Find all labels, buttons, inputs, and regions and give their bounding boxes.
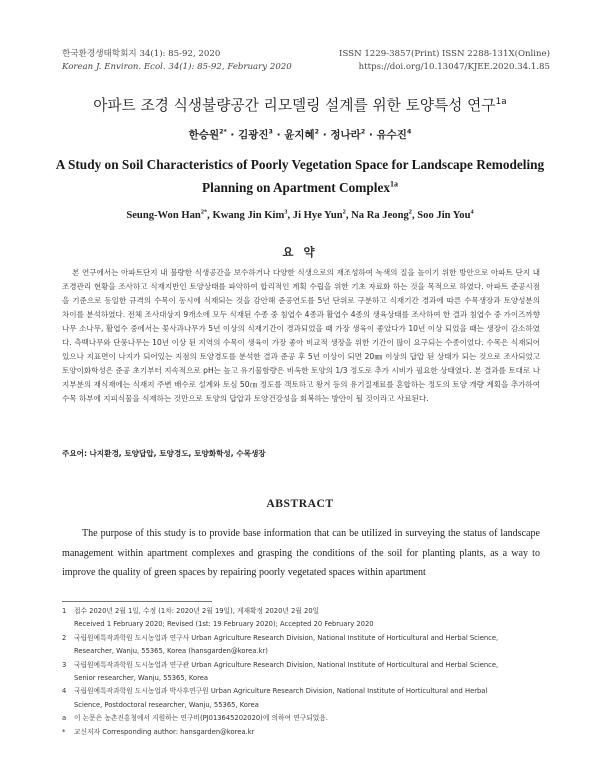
footnote-line: 국립원예특작과학원 도시농업과 박사후연구원 Urban Agriculture Research Division, National Institute of Horticultural and Herbal xyxy=(74,687,488,696)
journal-citation xyxy=(62,48,292,74)
footnote-affiliation-3 xyxy=(62,659,542,686)
author-ko-sup: 2 xyxy=(360,128,366,136)
footnote-affiliation-2 xyxy=(62,632,542,659)
journal-name-ko: 한국환경생태학회지 34(1): 85-92, 2020 xyxy=(62,49,221,59)
footnote-line: Researcher, Wanju, 55365, Korea (hansgarden@korea.kr) xyxy=(74,647,268,656)
abstract-ko-heading: 요 약 xyxy=(282,245,318,259)
footnote-line: 국립원예특작과학원 도시농업과 연구사 Urban Agriculture Research Division, National Institute of Horticultural and Herbal Science, xyxy=(74,633,499,642)
title-en-sup: 1a xyxy=(390,179,398,189)
paper-title-en xyxy=(30,153,570,199)
footnote-dates xyxy=(62,605,542,632)
author-ko: 유수진 xyxy=(376,129,407,141)
author-ko-sup: 2* xyxy=(219,128,227,136)
footnote-mark: 3 xyxy=(62,660,67,669)
footnote-divider xyxy=(62,601,212,602)
doi-link[interactable]: https://doi.org/10.13047/KJEE.2020.34.1.85 xyxy=(358,62,550,72)
author-ko-sup: 3 xyxy=(268,128,273,136)
author-en-sup: 4 xyxy=(470,208,474,216)
journal-identifiers xyxy=(339,48,550,74)
author-ko: 윤지혜 xyxy=(284,129,315,141)
title-ko-sup: 1a xyxy=(495,97,507,108)
author-en: Soo Jin You xyxy=(417,210,471,221)
abstract-en-body: The purpose of this study is to provide base information that can be utilized in surveying the status of landscape management within apartment complexes and grasping the conditions of the soil for planting plants, as a way to improve the quality of green spaces by repairing poorly vegetated spaces within apartment xyxy=(62,528,540,578)
author-ko-sup: 4 xyxy=(406,128,412,136)
footnotes xyxy=(62,605,542,739)
keywords-list: 나지환경, 토양답압, 토양경도, 토양화학성, 수목생장 xyxy=(89,449,266,458)
issn-line: ISSN 1229-3857(Print) ISSN 2288-131X(Online) xyxy=(339,49,550,59)
author-en-sup: 3 xyxy=(284,208,288,216)
footnote-line: 국립원예특작과학원 도시농업과 연구관 Urban Agriculture Research Division, National Institute of Horticultural and Herbal Science, xyxy=(74,660,499,669)
author-en-sup: 2 xyxy=(342,208,346,216)
abstract-en-heading: ABSTRACT xyxy=(266,497,334,510)
title-ko-text: 아파트 조경 식생불량공간 리모델링 설계를 위한 토양특성 연구 xyxy=(93,97,496,114)
abstract-ko-body: 본 연구에서는 아파트단지 내 불량한 식생공간을 보수하거나 다양한 식생으로의 재조성하여 녹색의 질을 높이기 위한 방안으로 아파트 단지 내 조경관리 현황을 조사하고 식재지반인 토양상태를 파악하여 합리적인 계획 수립을 위한 기초 자료화 하는 것을 목적으로 하였다. 아파트 준공시점을 기준으로 동일한 규격의 수목이 동시에 식재되는 것을 감안해 준공연도를 5년 단위로 구분하고 식재기간 경과에 따른 수목생장과 토양성분의 차이를 분석하였다. 전체 조사대상지 9개소에 모두 식재된 수종 중 침엽수 4종과 활엽수 4종의 생육상태를 조사하여 한 결과 침엽수 중 가이즈까향나무 소나무, 활엽수 중에서는 꽃사과나무가 5년 이상의 식재기간이 경과되었을 때 가장 생육이 좋았다가 10년 이상 되었을 때는 생장이 감소하였다. 측백나무와 단풍나무는 10년 이상 된 지역의 수목이 생육이 가장 좋아 비교적 생장을 위한 기간이 많이 요구되는 수종이었다. 수목은 식재되어 있으나 지표면이 나지가 되어있는 지점의 토양경도를 분석한 결과 준공 후 5년 이상이 되면 20㎜ 이상의 답압 된 상태가 되는 것으로 조사되었고 토양이화학성은 준공 초기부터 지속적으로 pH는 높고 유기물함량은 비옥한 토양의 1/3 정도로 추가 시비가 필요한 상태였다. 본 결과를 토대로 나지부분의 재식재에는 식재지 주변 배수로 설계와 토심 50㎝ 정도를 객토하고 왕겨 등의 유기질재료를 혼합하는 정도의 토양 개량 계획을 추가하여 수목 하부에 지피식물을 식재하는 것만으로 토양의 답압과 토양건강성을 회복하는 방안이 될 것이라고 사료된다. xyxy=(62,268,540,403)
author-ko: 김광진 xyxy=(238,129,269,141)
author-ko: 정나라 xyxy=(330,129,361,141)
footnote-mark: 4 xyxy=(62,687,67,696)
footnote-line: Science, Postdoctoral researcher, Wanju, 55365, Korea xyxy=(74,700,259,709)
author-list-ko: 한승원$^{2*}$ · 김광진$^3$ · 윤지혜$^2$ · 정나라$^2$ · 유수진$^4$ xyxy=(188,128,412,141)
footnote-line: Senior researcher, Wanju, 55365, Korea xyxy=(74,674,209,683)
author-en-sup: 2 xyxy=(408,208,412,216)
footnote-affiliation-4 xyxy=(62,685,542,712)
footnote-mark: 2 xyxy=(62,633,67,642)
paper-title-ko xyxy=(0,94,600,115)
author-en: Na Ra Jeong xyxy=(351,210,409,221)
author-list-en: Seung-Won Han$^{2*}$, Kwang Jin Kim$^3$, Ji Hye Yun$^2$, Na Ra Jeong$^2$, Soo Jin You$^4$ xyxy=(126,208,474,221)
author-en: Seung-Won Han xyxy=(126,210,201,221)
footnote-line: 접수 2020년 2월 1일, 수정 (1차: 2020년 2월 19일), 게재확정 2020년 2월 20일 xyxy=(74,607,320,615)
author-en: Kwang Jin Kim xyxy=(212,210,285,221)
footnote-mark: * xyxy=(62,727,66,736)
footnote-funding xyxy=(62,712,542,725)
keywords-ko xyxy=(62,448,540,459)
footnote-line: 이 논문은 농촌진흥청에서 지원하는 연구비(PJ013645202020)에 의하여 연구되었음. xyxy=(74,714,328,723)
keywords-label: 주요어: xyxy=(62,449,88,458)
author-en-sup: 2* xyxy=(200,208,208,216)
author-ko: 한승원 xyxy=(188,129,220,141)
journal-name-en: Korean J. Environ. Ecol. 34(1): 85-92, February 2020 xyxy=(62,62,292,72)
footnote-mark: 1 xyxy=(62,607,67,615)
title-en-text: A Study on Soil Characteristics of Poorly Vegetation Space for Landscape Remodeling Planning on Apartment Complex xyxy=(55,157,545,195)
footnote-corresponding xyxy=(62,726,542,739)
footnote-mark: a xyxy=(62,714,67,723)
footnote-line: Received 1 February 2020; Revised (1st: 19 February 2020); Accepted 20 February 2020 xyxy=(74,620,374,629)
footnote-line: 교신저자 Corresponding author: hansgarden@korea.kr xyxy=(74,727,255,736)
author-en: Ji Hye Yun xyxy=(292,210,343,221)
author-ko-sup: 2 xyxy=(314,128,320,136)
